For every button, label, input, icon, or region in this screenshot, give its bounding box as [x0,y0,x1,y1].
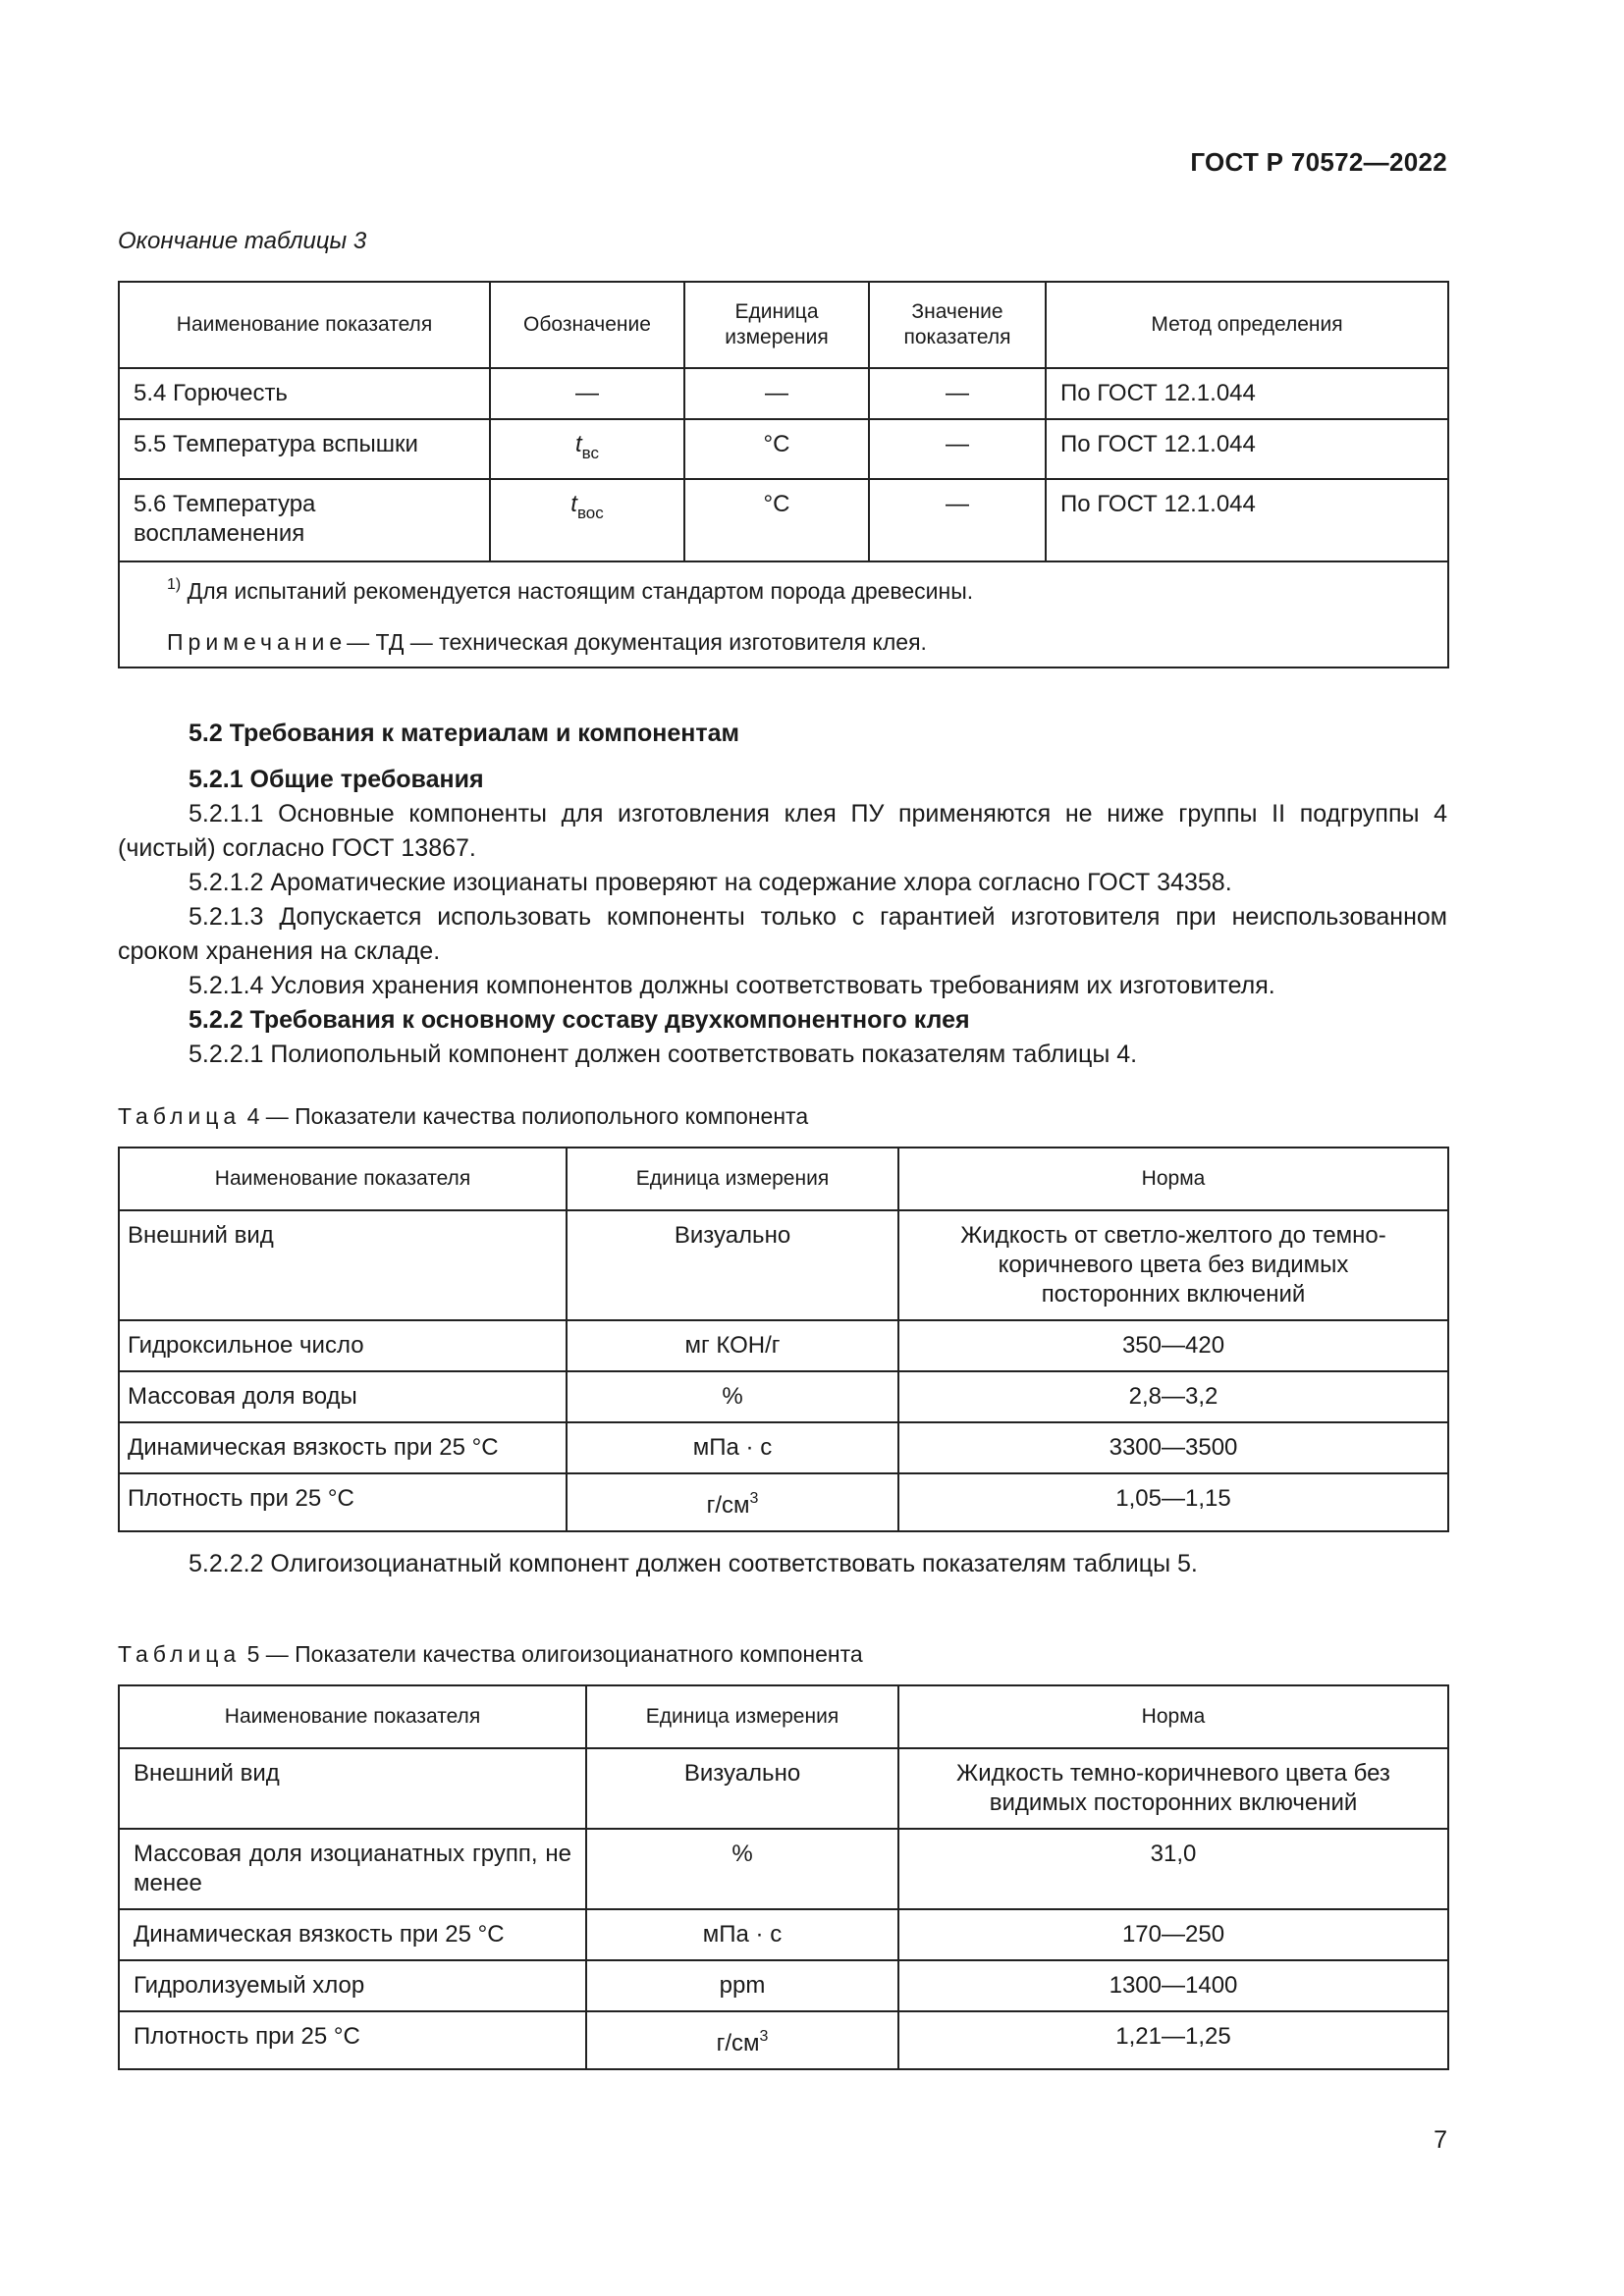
unit-text: г/см [706,1492,750,1519]
table4-cell-unit [567,1473,898,1531]
table-row [119,479,1448,561]
table-row [119,1909,1448,1960]
table-row [119,1320,1448,1371]
table-row [119,368,1448,419]
paragraph-5-2-2-1: 5.2.2.1 Полиопольный компонент должен соответствовать показателям таблицы 4. [189,1041,1138,1068]
table3-header-method: Метод определения [1046,282,1448,368]
table5-cell-unit: мПа · с [586,1909,898,1960]
table4-cell-name: Внешний вид [119,1210,567,1320]
note-label: Примечание [167,629,348,655]
table4-cell-name: Плотность при 25 °С [119,1473,567,1531]
paragraph-5-2-2-2-block [118,1547,1447,1581]
table3-header-name: Наименование показателя [119,282,490,368]
table3-cell-value: — [869,479,1046,561]
footnote [167,570,1434,606]
paragraph-5-2-2-2: 5.2.2.2 Олигоизоцианатный компонент должен соответствовать показателям таблицы 5. [189,1550,1198,1577]
paragraph-5-2-1-1: 5.2.1.1 Основные компоненты для изготовления клея ПУ применяются не ниже группы II подгруппы 4 (чистый) согласно ГОСТ 13867. [118,800,1447,862]
paragraph-5-2-1-3: 5.2.1.3 Допускается использовать компоненты только с гарантией изготовителя при неиспользованном сроком хранения на складе. [118,903,1447,965]
table3-cell-symbol [490,368,684,419]
table5-caption-label: Таблица [118,1641,242,1667]
table5-cell-unit: Визуально [586,1748,898,1829]
table3-cell-value: — [869,419,1046,479]
symbol-text: — [575,380,599,406]
table5-cell-name: Плотность при 25 °С [119,2011,586,2069]
table-3 [118,281,1449,668]
unit-superscript: 3 [759,2028,769,2045]
table5-cell-name: Внешний вид [119,1748,586,1829]
table3-header-symbol: Обозначение [490,282,684,368]
table-4 [118,1147,1449,1532]
table3-header-unit: Единица измерения [684,282,869,368]
symbol-text: t [570,491,577,517]
table5-header-unit: Единица измерения [586,1685,898,1748]
table4-header-unit: Единица измерения [567,1148,898,1210]
table5-cell-norm: 1,21—1,25 [898,2011,1448,2069]
symbol-subscript: вс [581,444,599,462]
table-row [119,1371,1448,1422]
page-number: 7 [1434,2126,1447,2154]
table-row [119,1960,1448,2011]
table3-cell-method: По ГОСТ 12.1.044 [1046,479,1448,561]
table3-cell-name: 5.4 Горючесть [119,368,490,419]
table3-cell-unit: — [684,368,869,419]
table4-cell-norm: 3300—3500 [898,1422,1448,1473]
table5-cell-unit: ppm [586,1960,898,2011]
unit-text: г/см [716,2030,760,2056]
unit-superscript: 3 [749,1490,759,1507]
table5-cell-norm: 170—250 [898,1909,1448,1960]
table4-cell-name: Гидроксильное число [119,1320,567,1371]
symbol-subscript: вос [576,504,604,522]
table4-cell-norm: Жидкость от светло-желтого до темно-коричневого цвета без видимых посторонних включений [898,1210,1448,1320]
table3-cell-unit: °C [684,419,869,479]
symbol-text: t [574,431,582,457]
table4-cell-norm: 350—420 [898,1320,1448,1371]
table3-notes [119,561,1448,667]
table3-cell-symbol [490,419,684,479]
table5-header-name: Наименование показателя [119,1685,586,1748]
table5-cell-name: Массовая доля изоцианатных групп, не менее [119,1829,586,1909]
table-row [119,2011,1448,2069]
heading-5-2-2: 5.2.2 Требования к основному составу двухкомпонентного клея [189,1006,970,1034]
table-row [119,1422,1448,1473]
table4-cell-name: Массовая доля воды [119,1371,567,1422]
table3-header-value: Значение показателя [869,282,1046,368]
table5-header-norm: Норма [898,1685,1448,1748]
table4-caption [118,1103,808,1130]
table3-cell-name: 5.6 Температура воспламенения [119,479,490,561]
table4-caption-label: Таблица [118,1103,242,1129]
table4-cell-name: Динамическая вязкость при 25 °С [119,1422,567,1473]
heading-5-2: 5.2 Требования к материалам и компонентам [189,720,740,747]
table3-cell-symbol [490,479,684,561]
table4-cell-unit: мг КОН/г [567,1320,898,1371]
footnote-text: Для испытаний рекомендуется настоящим стандартом порода древесины. [181,578,974,604]
table4-cell-unit: % [567,1371,898,1422]
table-5 [118,1684,1449,2070]
table5-caption-text: 5 — Показатели качества олигоизоцианатного компонента [241,1641,863,1667]
paragraph-5-2-1-4: 5.2.1.4 Условия хранения компонентов должны соответствовать требованиям их изготовителя. [189,972,1275,999]
table-row [119,419,1448,479]
table5-cell-norm: Жидкость темно-коричневого цвета без видимых посторонних включений [898,1748,1448,1829]
table5-cell-norm: 31,0 [898,1829,1448,1909]
table5-cell-unit [586,2011,898,2069]
table4-cell-unit: Визуально [567,1210,898,1320]
table3-cell-unit: °C [684,479,869,561]
table3-notes-row [119,561,1448,667]
table5-cell-name: Динамическая вязкость при 25 °С [119,1909,586,1960]
table5-cell-norm: 1300—1400 [898,1960,1448,2011]
table3-cell-method: По ГОСТ 12.1.044 [1046,368,1448,419]
footnote-mark: 1) [167,576,182,593]
table4-caption-text: 4 — Показатели качества полиопольного компонента [241,1103,809,1129]
table-row [119,1748,1448,1829]
heading-5-2-1: 5.2.1 Общие требования [189,766,484,793]
section-5-2-text [118,717,1447,1072]
table4-cell-norm: 1,05—1,15 [898,1473,1448,1531]
table4-cell-norm: 2,8—3,2 [898,1371,1448,1422]
table-row [119,1473,1448,1531]
document-code-header: ГОСТ Р 70572—2022 [1190,147,1447,177]
table5-cell-unit: % [586,1829,898,1909]
table4-cell-unit: мПа · с [567,1422,898,1473]
table3-cell-name: 5.5 Температура вспышки [119,419,490,479]
table4-header-norm: Норма [898,1148,1448,1210]
note-text: — ТД — техническая документация изготовителя клея. [347,629,927,655]
table5-cell-name: Гидролизуемый хлор [119,1960,586,2011]
table-row [119,1829,1448,1909]
table-row [119,1210,1448,1320]
table4-header-name: Наименование показателя [119,1148,567,1210]
table5-caption [118,1641,863,1668]
paragraph-5-2-1-2: 5.2.1.2 Ароматические изоцианаты проверяют на содержание хлора согласно ГОСТ 34358. [189,869,1232,896]
table3-cell-value: — [869,368,1046,419]
table3-cell-method: По ГОСТ 12.1.044 [1046,419,1448,479]
table-note [167,627,1434,657]
table3-continuation-caption: Окончание таблицы 3 [118,228,367,254]
